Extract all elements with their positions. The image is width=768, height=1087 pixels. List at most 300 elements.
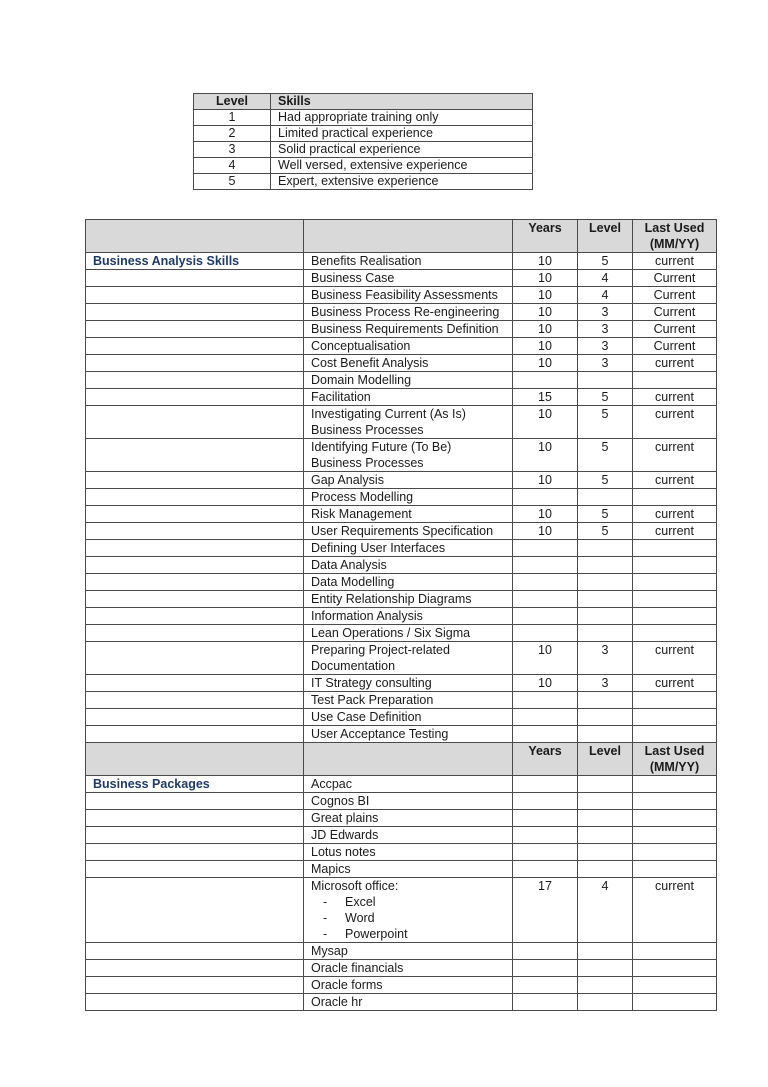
legend-row (194, 158, 533, 174)
years-cell: 10 (513, 287, 578, 304)
skill-name: Data Modelling (311, 575, 395, 589)
years-cell (513, 776, 578, 793)
skill-name: Oracle financials (311, 961, 404, 975)
skill-name: Oracle hr (311, 995, 363, 1009)
skill-name: Business Process Re-engineering (311, 305, 500, 319)
skill-name-cell (304, 675, 513, 692)
level-cell (578, 827, 633, 844)
years-cell (513, 574, 578, 591)
skill-subitem-label: Excel (345, 895, 376, 909)
skill-subitem (311, 894, 505, 910)
skill-subitem-label: Powerpoint (345, 927, 408, 941)
category-cell (86, 625, 304, 642)
last-used-cell (633, 574, 717, 591)
level-cell: 3 (578, 338, 633, 355)
years-cell: 10 (513, 406, 578, 439)
skill-row (86, 472, 717, 489)
years-cell (513, 844, 578, 861)
skill-name-cell (304, 844, 513, 861)
level-cell (578, 960, 633, 977)
years-cell: 10 (513, 270, 578, 287)
years-cell: 10 (513, 355, 578, 372)
skill-name: Business Feasibility Assessments (311, 288, 498, 302)
skill-name-cell (304, 943, 513, 960)
legend-row (194, 110, 533, 126)
years-cell (513, 557, 578, 574)
years-cell: 10 (513, 642, 578, 675)
legend-description: Limited practical experience (271, 126, 533, 142)
skill-name: User Acceptance Testing (311, 727, 449, 741)
skill-name-cell (304, 960, 513, 977)
skill-name-cell (304, 557, 513, 574)
section-header-row (86, 220, 717, 253)
skill-row (86, 489, 717, 506)
level-cell: 5 (578, 472, 633, 489)
subitem-dash-icon: - (323, 895, 328, 909)
years-cell: 10 (513, 506, 578, 523)
last-used-cell: Current (633, 338, 717, 355)
skill-name-cell (304, 439, 513, 472)
skill-name: Oracle forms (311, 978, 383, 992)
level-cell (578, 844, 633, 861)
skill-name-cell (304, 861, 513, 878)
skill-name-cell (304, 793, 513, 810)
skill-row (86, 878, 717, 943)
years-cell: 10 (513, 675, 578, 692)
years-cell (513, 608, 578, 625)
category-cell (86, 574, 304, 591)
skill-row (86, 338, 717, 355)
category-cell (86, 692, 304, 709)
last-used-cell (633, 810, 717, 827)
skill-name: Defining User Interfaces (311, 541, 446, 555)
last-used-cell: current (633, 253, 717, 270)
last-used-cell: Current (633, 270, 717, 287)
skills-table (85, 219, 717, 1011)
last-used-cell (633, 827, 717, 844)
skill-name-cell (304, 608, 513, 625)
header-last-used-line2: (MM/YY) (649, 760, 700, 774)
skill-name: Great plains (311, 811, 379, 825)
category-cell (86, 861, 304, 878)
years-cell: 10 (513, 439, 578, 472)
years-cell (513, 726, 578, 743)
skill-row (86, 372, 717, 389)
section-header-row (86, 743, 717, 776)
legend-level: 5 (194, 174, 271, 190)
years-cell (513, 692, 578, 709)
years-cell: 10 (513, 304, 578, 321)
years-cell (513, 489, 578, 506)
category-cell (86, 372, 304, 389)
skill-name-cell (304, 355, 513, 372)
skill-name: Cost Benefit Analysis (311, 356, 429, 370)
header-blank-skill (304, 220, 513, 253)
category-cell (86, 439, 304, 472)
last-used-cell (633, 692, 717, 709)
legend-description: Had appropriate training only (271, 110, 533, 126)
legend-row (194, 126, 533, 142)
header-last-used-line1: Last Used (644, 744, 705, 758)
skill-row (86, 709, 717, 726)
skill-name-cell (304, 827, 513, 844)
category-cell (86, 270, 304, 287)
years-cell: 10 (513, 253, 578, 270)
years-cell: 10 (513, 523, 578, 540)
legend-description: Solid practical experience (271, 142, 533, 158)
years-cell (513, 810, 578, 827)
last-used-cell: Current (633, 304, 717, 321)
skill-row (86, 642, 717, 675)
last-used-cell (633, 726, 717, 743)
last-used-cell (633, 994, 717, 1011)
level-cell (578, 776, 633, 793)
legend-level: 4 (194, 158, 271, 174)
skill-name-cell (304, 540, 513, 557)
skill-row (86, 591, 717, 608)
skill-row (86, 608, 717, 625)
skill-name: Lotus notes (311, 845, 376, 859)
level-cell (578, 625, 633, 642)
last-used-cell (633, 709, 717, 726)
skill-row (86, 540, 717, 557)
header-blank-category (86, 220, 304, 253)
last-used-cell: Current (633, 321, 717, 338)
category-cell (86, 844, 304, 861)
subitem-dash-icon: - (323, 911, 328, 925)
years-cell: 15 (513, 389, 578, 406)
last-used-cell: current (633, 389, 717, 406)
last-used-cell: current (633, 642, 717, 675)
years-cell: 10 (513, 472, 578, 489)
category-cell (86, 389, 304, 406)
skill-row (86, 943, 717, 960)
skill-row (86, 726, 717, 743)
skill-row (86, 304, 717, 321)
last-used-cell: current (633, 406, 717, 439)
skill-name-cell (304, 642, 513, 675)
level-cell (578, 977, 633, 994)
category-cell (86, 338, 304, 355)
last-used-cell (633, 793, 717, 810)
skill-row (86, 776, 717, 793)
level-cell: 3 (578, 642, 633, 675)
skill-name-cell (304, 472, 513, 489)
skill-name: Domain Modelling (311, 373, 412, 387)
skill-name-cell (304, 389, 513, 406)
skill-name-cell (304, 304, 513, 321)
level-cell: 3 (578, 321, 633, 338)
last-used-cell (633, 776, 717, 793)
category-cell (86, 726, 304, 743)
level-cell: 3 (578, 304, 633, 321)
header-level: Level (578, 743, 633, 776)
last-used-cell (633, 557, 717, 574)
skill-row (86, 960, 717, 977)
years-cell (513, 625, 578, 642)
skill-row (86, 506, 717, 523)
skill-name: Mapics (311, 862, 351, 876)
skill-name-cell (304, 574, 513, 591)
skill-subitem (311, 910, 505, 926)
skill-row (86, 827, 717, 844)
skill-name: Use Case Definition (311, 710, 422, 724)
skill-name: Investigating Current (As Is) (311, 407, 466, 421)
skill-name: Benefits Realisation (311, 254, 422, 268)
skill-name-cont: Business Processes (311, 456, 424, 470)
level-cell (578, 574, 633, 591)
last-used-cell: current (633, 878, 717, 943)
level-cell (578, 709, 633, 726)
category-cell: Business Packages (86, 776, 304, 793)
level-cell (578, 793, 633, 810)
years-cell (513, 977, 578, 994)
level-cell: 4 (578, 270, 633, 287)
level-cell (578, 557, 633, 574)
skill-row (86, 321, 717, 338)
category-cell (86, 608, 304, 625)
skill-row (86, 793, 717, 810)
category-cell (86, 591, 304, 608)
category-cell (86, 355, 304, 372)
skill-name: Mysap (311, 944, 348, 958)
level-cell (578, 994, 633, 1011)
skill-name-cell (304, 810, 513, 827)
skill-row (86, 523, 717, 540)
skill-row (86, 406, 717, 439)
skill-subitem (311, 926, 505, 942)
legend-level: 2 (194, 126, 271, 142)
header-level: Level (578, 220, 633, 253)
years-cell: 10 (513, 321, 578, 338)
header-last-used-line2: (MM/YY) (649, 237, 700, 251)
skill-name-cell (304, 253, 513, 270)
category-cell (86, 304, 304, 321)
skill-level-legend (193, 93, 533, 190)
level-cell: 4 (578, 287, 633, 304)
years-cell: 10 (513, 338, 578, 355)
last-used-cell: current (633, 506, 717, 523)
skill-row (86, 625, 717, 642)
skill-name: Identifying Future (To Be) (311, 440, 452, 454)
category-cell (86, 472, 304, 489)
last-used-cell: current (633, 523, 717, 540)
skill-name-cell (304, 523, 513, 540)
skill-name: Data Analysis (311, 558, 387, 572)
category-cell (86, 540, 304, 557)
skill-name: Preparing Project-related (311, 643, 450, 657)
legend-level: 1 (194, 110, 271, 126)
category-cell (86, 557, 304, 574)
skill-row (86, 692, 717, 709)
skill-subitem-label: Word (345, 911, 375, 925)
skill-row (86, 574, 717, 591)
level-cell: 5 (578, 253, 633, 270)
level-cell (578, 372, 633, 389)
category-cell (86, 878, 304, 943)
header-blank-category (86, 743, 304, 776)
last-used-cell (633, 591, 717, 608)
skill-row (86, 439, 717, 472)
level-cell (578, 861, 633, 878)
level-cell: 3 (578, 675, 633, 692)
level-cell: 5 (578, 389, 633, 406)
level-cell (578, 540, 633, 557)
skill-name-cell (304, 977, 513, 994)
skill-name-cell (304, 776, 513, 793)
skill-row (86, 557, 717, 574)
level-cell: 5 (578, 406, 633, 439)
skill-name: Cognos BI (311, 794, 370, 808)
skill-name-cont: Documentation (311, 659, 396, 673)
category-cell (86, 827, 304, 844)
last-used-cell: current (633, 675, 717, 692)
level-cell: 4 (578, 878, 633, 943)
skill-name-cell (304, 372, 513, 389)
category-cell (86, 489, 304, 506)
skill-name: Accpac (311, 777, 352, 791)
years-cell (513, 861, 578, 878)
skill-row (86, 810, 717, 827)
category-cell (86, 523, 304, 540)
skill-name-cont: Business Processes (311, 423, 424, 437)
last-used-cell (633, 960, 717, 977)
category-cell (86, 793, 304, 810)
last-used-cell (633, 372, 717, 389)
years-cell (513, 960, 578, 977)
category-cell (86, 994, 304, 1011)
legend-header-level: Level (194, 94, 271, 110)
legend-row (194, 174, 533, 190)
last-used-cell (633, 489, 717, 506)
category-cell (86, 287, 304, 304)
skill-name-cell (304, 489, 513, 506)
level-cell (578, 810, 633, 827)
skill-name-cell (304, 270, 513, 287)
level-cell (578, 726, 633, 743)
level-cell: 5 (578, 439, 633, 472)
skill-name: Business Requirements Definition (311, 322, 499, 336)
level-cell: 5 (578, 506, 633, 523)
skill-name: Microsoft office: (311, 879, 399, 893)
legend-level: 3 (194, 142, 271, 158)
skill-name: Facilitation (311, 390, 371, 404)
last-used-cell: current (633, 355, 717, 372)
header-years: Years (513, 743, 578, 776)
last-used-cell: Current (633, 287, 717, 304)
skill-name: Lean Operations / Six Sigma (311, 626, 471, 640)
legend-header-row (194, 94, 533, 110)
legend-row (194, 142, 533, 158)
header-last-used (633, 743, 717, 776)
level-cell: 5 (578, 523, 633, 540)
skill-name-cell (304, 709, 513, 726)
category-cell (86, 321, 304, 338)
skill-name-cell (304, 994, 513, 1011)
legend-description: Well versed, extensive experience (271, 158, 533, 174)
skill-name: Business Case (311, 271, 395, 285)
skill-name: Conceptualisation (311, 339, 411, 353)
level-cell (578, 692, 633, 709)
header-years: Years (513, 220, 578, 253)
skill-name: User Requirements Specification (311, 524, 494, 538)
skill-name-cell (304, 321, 513, 338)
skill-row (86, 977, 717, 994)
skill-name: Information Analysis (311, 609, 423, 623)
last-used-cell: current (633, 439, 717, 472)
skill-name-cell (304, 878, 513, 943)
years-cell (513, 827, 578, 844)
skill-name-cell (304, 338, 513, 355)
skill-row (86, 844, 717, 861)
years-cell (513, 591, 578, 608)
skill-name: Test Pack Preparation (311, 693, 434, 707)
years-cell: 17 (513, 878, 578, 943)
last-used-cell (633, 540, 717, 557)
legend-header-skills: Skills (271, 94, 533, 110)
last-used-cell (633, 977, 717, 994)
skill-row (86, 355, 717, 372)
skill-row (86, 253, 717, 270)
skill-row (86, 675, 717, 692)
skill-row (86, 270, 717, 287)
header-last-used (633, 220, 717, 253)
skill-row (86, 389, 717, 406)
last-used-cell: current (633, 472, 717, 489)
years-cell (513, 709, 578, 726)
category-cell (86, 960, 304, 977)
skill-name-cell (304, 506, 513, 523)
skill-name: Entity Relationship Diagrams (311, 592, 472, 606)
skill-row (86, 994, 717, 1011)
level-cell (578, 608, 633, 625)
level-cell: 3 (578, 355, 633, 372)
skill-name-cell (304, 287, 513, 304)
skill-name: Process Modelling (311, 490, 414, 504)
category-cell (86, 943, 304, 960)
category-cell (86, 709, 304, 726)
skill-name-cell (304, 591, 513, 608)
last-used-cell (633, 625, 717, 642)
last-used-cell (633, 943, 717, 960)
years-cell (513, 540, 578, 557)
last-used-cell (633, 844, 717, 861)
category-cell (86, 675, 304, 692)
level-cell (578, 943, 633, 960)
skill-name: JD Edwards (311, 828, 379, 842)
skill-row (86, 287, 717, 304)
category-cell (86, 406, 304, 439)
last-used-cell (633, 861, 717, 878)
skill-name-cell (304, 726, 513, 743)
category-cell (86, 977, 304, 994)
last-used-cell (633, 608, 717, 625)
skill-name: Gap Analysis (311, 473, 384, 487)
skill-name: Risk Management (311, 507, 412, 521)
header-blank-skill (304, 743, 513, 776)
skill-name: IT Strategy consulting (311, 676, 432, 690)
skill-name-cell (304, 625, 513, 642)
years-cell (513, 372, 578, 389)
subitem-dash-icon: - (323, 927, 328, 941)
level-cell (578, 489, 633, 506)
category-cell: Business Analysis Skills (86, 253, 304, 270)
skill-name-cell (304, 692, 513, 709)
legend-description: Expert, extensive experience (271, 174, 533, 190)
category-cell (86, 810, 304, 827)
skill-name-cell (304, 406, 513, 439)
category-cell (86, 642, 304, 675)
